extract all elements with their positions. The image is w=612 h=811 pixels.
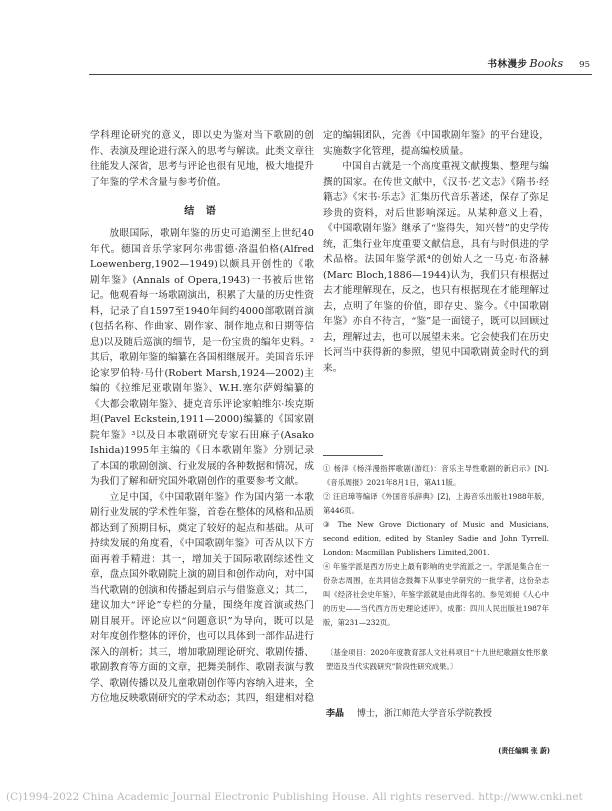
running-header xyxy=(488,56,590,72)
left-paragraph-2: 放眼国际，歌剧年鉴的历史可追溯至上世纪40年代。德国音乐学家阿尔弗雷德·洛温伯格(Alfred Loewenberg,1902—1949)以颇具开创性的《歌剧年鉴》(Annals of Opera,1943)一书被后世铭记。他观看每一场歌剧演出，积累了大量的历史性资料，记录了自1597至1940年间约4000部歌剧首演(包括名称、作曲家、剧作家、制作地点和日期等信息)以及随后巡演的细节，是一份宝贵的编年史料。²其后，歌剧年鉴的编纂在各国相继展开。美国音乐评论家罗伯特·马什(Robert Marsh,1924—2002)主编的《拉维尼亚歌剧年鉴》、W.H.塞尔萨姆编纂的《大都会歌剧年鉴》、捷克音乐评论家帕维尔·埃克斯坦(Pavel Eckstein,1911—2000)编纂的《国家剧院年鉴》³以及日本歌剧研究专家石田麻子(Asako Ishida)1995年主编的《日本歌剧年鉴》分别记录了本国的歌剧创演、行业发展的各种数据和情况，成为我们了解和研究国外歌剧创作的重要参考文献。 xyxy=(90,228,314,487)
author-line xyxy=(326,706,548,719)
author-title: 博士，浙江师范大学音乐学院教授 xyxy=(356,709,492,719)
footnote: ② 汪启璋等编译《外国音乐辞典》[Z]，上海音乐出版社1988年版，第446页。 xyxy=(323,492,549,515)
responsible-editor: (责任编辑 张 蔚) xyxy=(498,747,550,755)
copyright-watermark: (C)1994-2022 China Academic Journal Electronic Publishing House. All rights reserved. http://www.cnki.net xyxy=(6,791,583,803)
page-number: 95 xyxy=(579,60,590,70)
header-rule xyxy=(89,74,592,75)
right-paragraph-1: 定的编辑团队，完善《中国歌剧年鉴》的平台建设，实施数字化管理，提高编校质量。 xyxy=(323,130,549,157)
section-title: 结 语 xyxy=(184,206,220,217)
left-paragraph-3: 立足中国，《中国歌剧年鉴》作为国内第一本歌剧行业发展的学术性年鉴，首卷在整体的风格和品质都达到了预期目标，奠定了较好的起点和基础。从可持续发展的角度看，《中国歌剧年鉴》可否从以下方面再着手精进：其一，增加关于国际歌剧综述性文章，盘点国外歌剧院上演的剧目和创作动向，对中国当代歌剧的创演和传播起到启示与借鉴意义；其二，建议加大“评论”专栏的分量，围绕年度首演或热门剧目展开。评论应以“问题意识”为导向，既可以是对年度创作整体的评价，也可以具体到一部作品进行深入的剖析；其三，增加歌剧理论研究、歌剧传播、歌剧教育等方面的文章，把舞美制作、歌剧表演与教学、歌剧传播以及儿童歌剧创作等内容纳入进来，全方位地反映歌剧研究的学术动态；其四，组建相对稳 xyxy=(90,491,314,704)
right-paragraph-2: 中国自古就是一个高度重视文献搜集、整理与编撰的国家。在传世文献中，《汉书·艺文志》《隋书·经籍志》《宋书·乐志》汇集历代音乐著述，保存了弥足珍贵的资料，对后世影响深远。从某种意义上看，《中国歌剧年鉴》继承了“鉴得失，知兴替”的史学传统，汇集行业年度重要文献信息，具有与时俱进的学术品格。法国年鉴学派⁴的创始人之一马克·布洛赫(Marc Bloch,1886—1944)认为，我们只有根据过去才能理解现在，反之，也只有根据现在才能理解过去，点明了年鉴的价值，即存史、鉴今。《中国歌剧年鉴》亦自不待言，“鉴”是一面镜子，既可以回顾过去，理解过去，也可以展望未来。它会使我们在历史长河当中获得新的参照，望见中国歌剧黄金时代的到来。 xyxy=(323,161,549,374)
footnote: ① 杨洋《杨洋漫指挥歌剧(游红)：音乐主导性歌剧的新启示》[N].《音乐周报》2021年8月1日，第A11版。 xyxy=(323,464,549,487)
left-paragraph-1: 学科理论研究的意义，即以史为鉴对当下歌剧的创作、表演及理论进行深入的思考与解读。此类文章往往能发人深省，思考与评论也很有见地，极大地提升了年鉴的学术含量与参考价值。 xyxy=(90,130,314,188)
footnote-rule xyxy=(323,455,383,456)
left-column xyxy=(90,128,314,707)
author-name: 李晶 xyxy=(326,709,345,719)
funding-note: 〔基金项目：2020年度教育部人文社科项目“十九世纪歌剧女性形象塑造及当代实践研究”阶段性研究成果。〕 xyxy=(326,648,548,671)
footnote: ④ 年鉴学派是西方历史上最有影响的史学流派之一。学派是集合在一份杂志周围，在共同信念鼓舞下从事史学研究的一批学者，这份杂志叫《经济社会史年鉴》，年鉴学派就是由此得名的。参见刘昶《人心中的历史——当代西方历史理论述评》，成都：四川人民出版社1987年版，第231—232页。 xyxy=(323,562,549,627)
column-title: 书林漫步 xyxy=(487,59,528,70)
right-column xyxy=(323,128,549,376)
footnotes xyxy=(323,462,549,630)
column-title-en: Books xyxy=(529,57,564,70)
footnote: ③ The New Grove Dictionary of Music and Musicians, second edition, edited by Stanley Sadie and John Tyrrell. London: Macmillan Publishers Limited,2001. xyxy=(323,520,549,557)
